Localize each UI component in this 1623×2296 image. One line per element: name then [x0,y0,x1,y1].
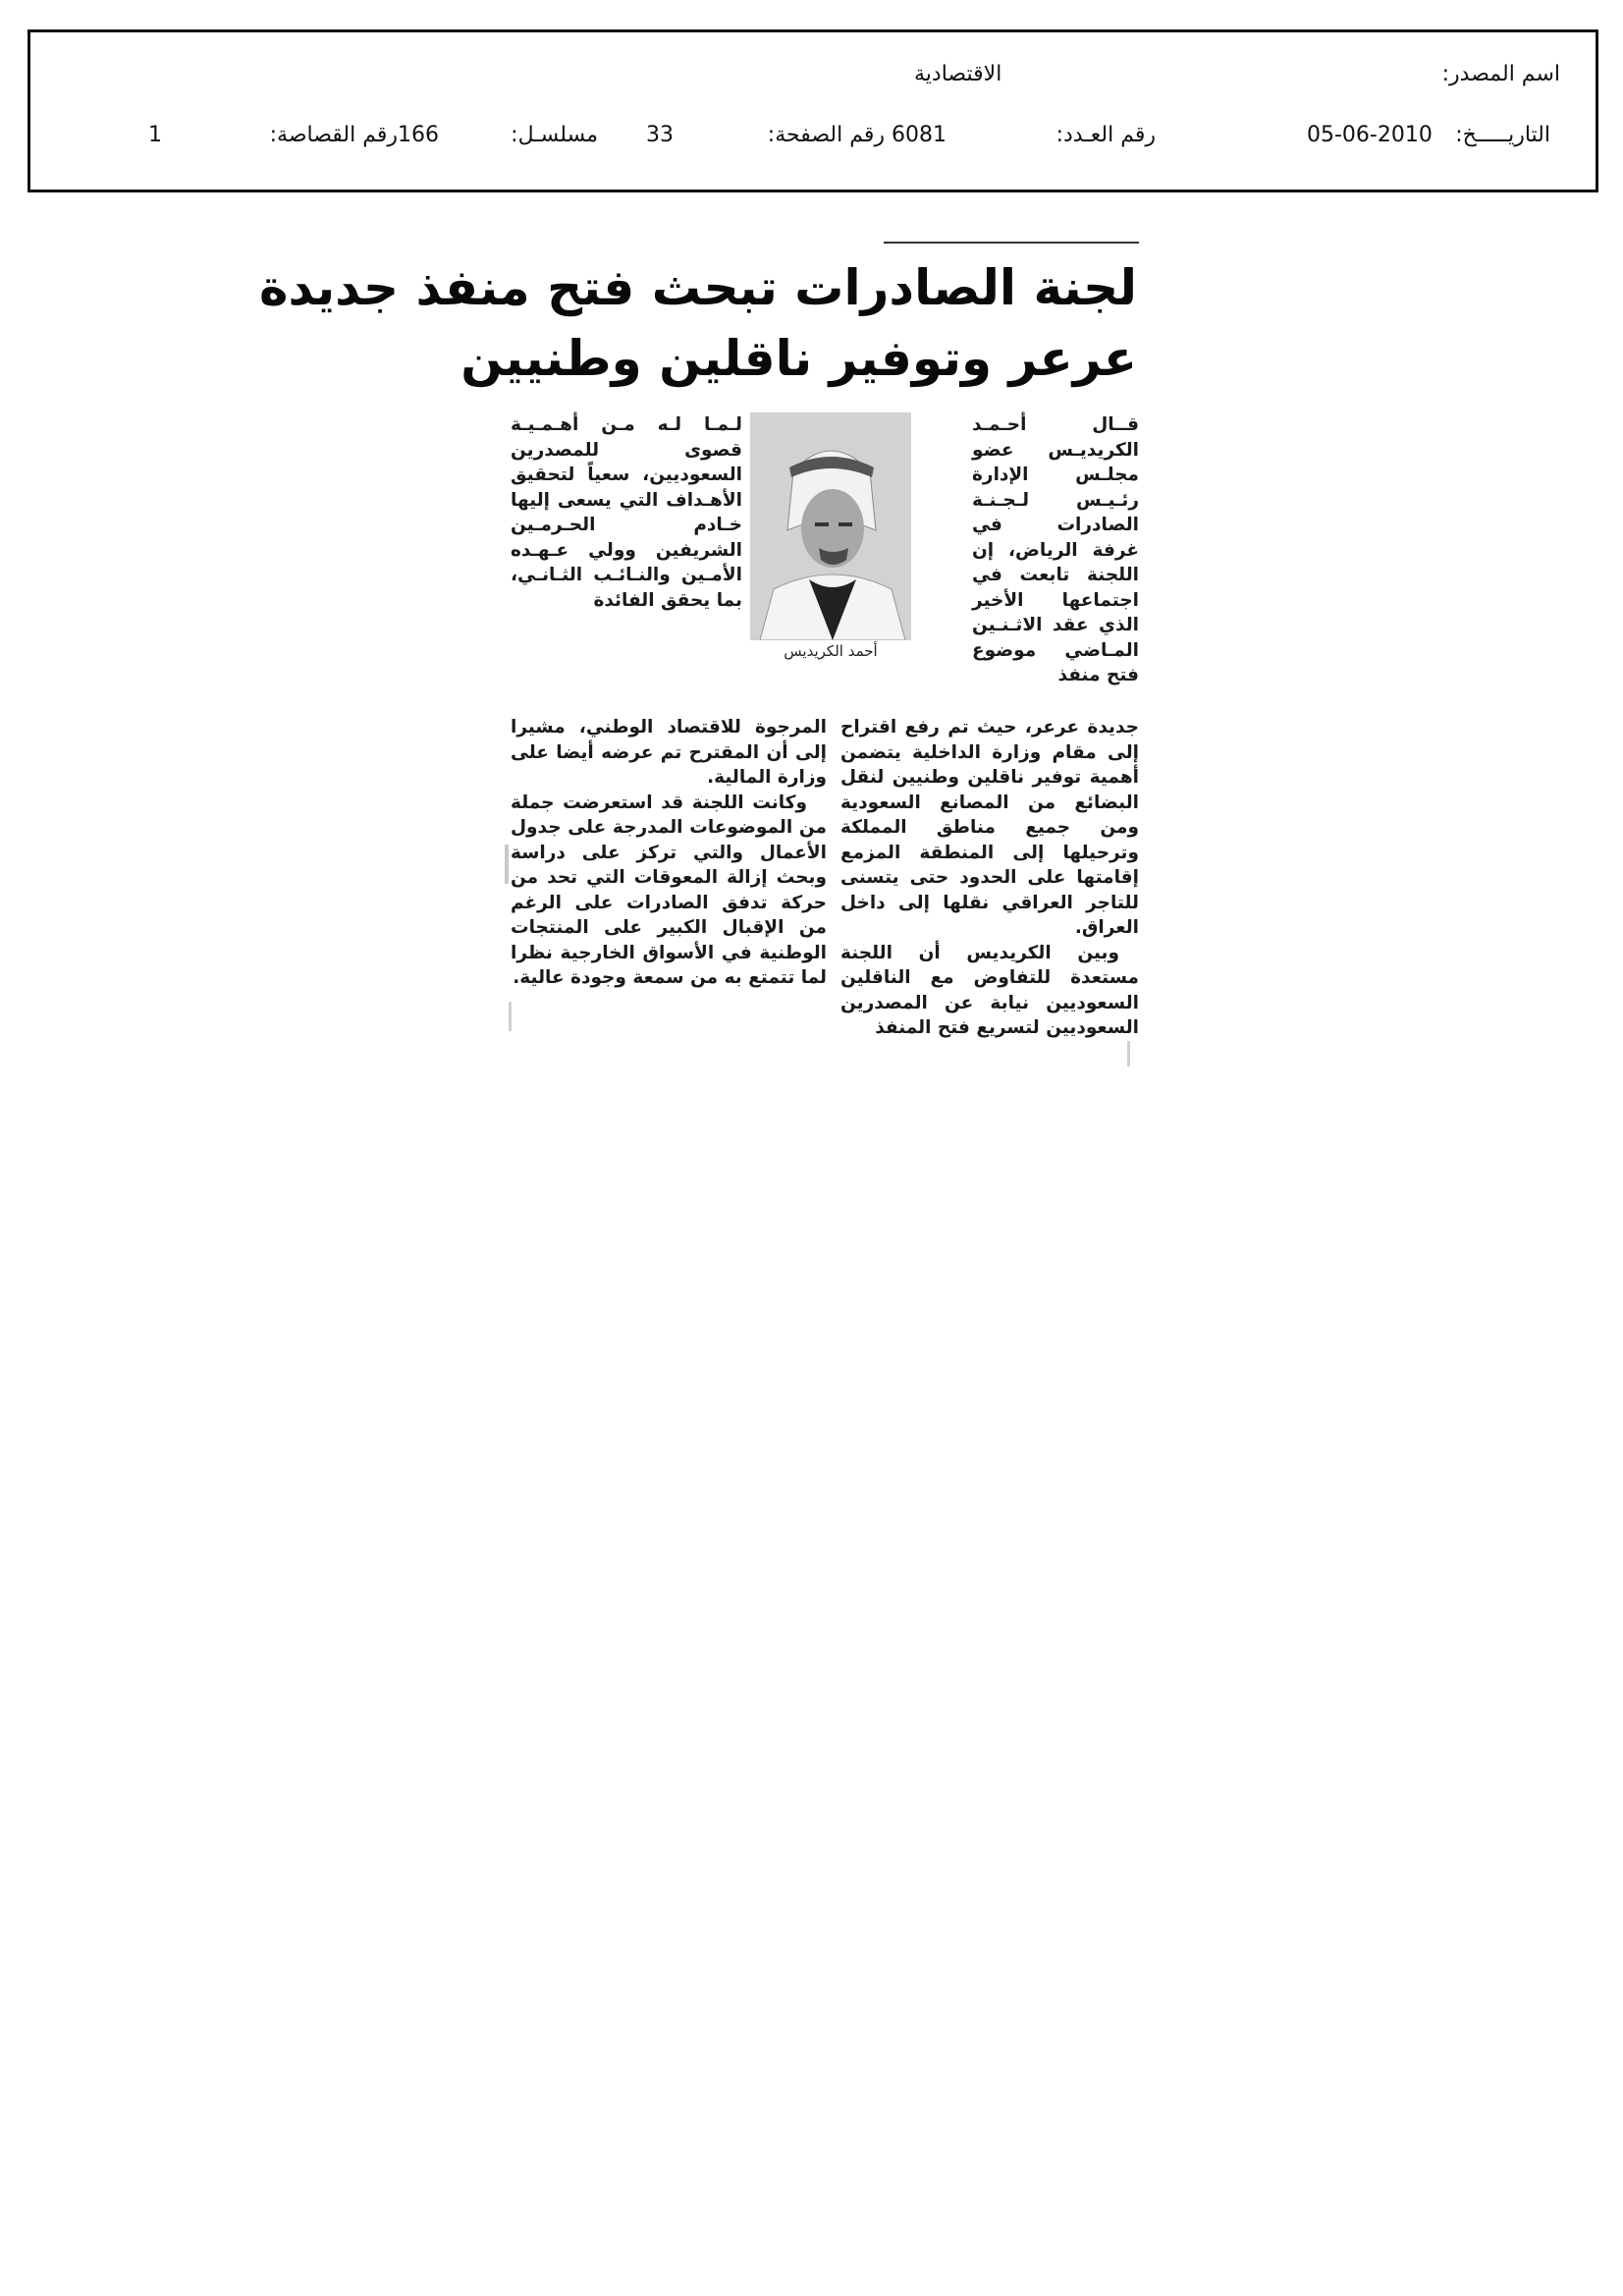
date-label: التاريـــــخ: [1455,123,1550,147]
scan-artifact [509,1002,512,1031]
left-column-top [511,412,742,613]
issue-value: 6081 [892,123,947,147]
scan-artifact [505,845,509,884]
right-column-bottom [840,715,1139,1041]
right-column-bottom-text: جديدة عرعر، حيث تم رفع اقتراح إلى مقام وزارة الداخلية يتضمن أهمية توفير ناقلين وطنيين لنقل البضائع من المصانع السعودية ومن جميع مناطق المملكة وترحيلها إلى المنطقة المزمع إقامتها على الحدود حتى يتسنى للتاجر العراقي نقلها إلى داخل العراق. [840,717,1139,938]
serial-value: 166 [398,123,439,147]
page-value: 33 [646,123,674,147]
portrait-photo [750,412,911,640]
clip-label: رقم القصاصة: [269,123,398,147]
photo-caption: أحمد الكريديس [784,642,878,660]
issue-label: رقم العـدد: [1055,123,1156,147]
headline-line-2: عرعر وتوفير ناقلين وطنيين [460,330,1137,387]
top-rule [884,242,1139,244]
clipping-header-box [27,29,1598,192]
right-column-top [972,412,1139,688]
left-column-bottom-text: المرجوة للاقتصاد الوطني، مشيرا إلى أن المقترح تم عرضه أيضا على وزارة المالية. [511,717,827,788]
serial-label: مسلسـل: [511,123,598,147]
left-column-para2: وكانت اللجنة قد استعرضت جملة من الموضوعات المدرجة على جدول الأعمال والتي تركز على دراسة وبحث إزالة المعوقات التي تحد من حركة تدفق الصادرات على الرغم من الإقبال الكبير على المنتجات الوطنية في الأسواق الخارجية نظرا لما تتمتع به من سمعة وجودة عالية. [511,792,827,988]
right-column-top-text: قــال أحـمـد الكريديـس عضو مجلـس الإدارة رئـيـس لـجـنـة الصادرات في غرفة الرياض، إن اللجنة تابعت في اجتماعها الأخير الذي عقد الاثـنـين المـاضي موضوع فتح منفذ [972,414,1139,685]
clip-value: 1 [148,123,162,147]
headline-line-1: لجنة الصادرات تبحث فتح منفذ جديدة [258,259,1137,316]
left-column-bottom [511,715,827,991]
date-value: 05-06-2010 [1307,123,1433,147]
portrait-image [750,412,911,640]
page-label: رقم الصفحة: [767,123,885,147]
scan-artifact [1127,1041,1130,1066]
source-label: اسم المصدر: [1441,62,1560,86]
newspaper-article [258,236,1139,1100]
right-column-para2: وبين الكريديس أن اللجنة مستعدة للتفاوض مع الناقلين السعوديين نيابة عن المصدرين السعوديين لتسريع فتح المنفذ [840,942,1139,1038]
left-column-top-text: لـمـا لـه مـن أهـمـيـة قصوى للمصدرين السعوديين، سعياً لتحقيق الأهـداف التي يسعى إليها خـادم الحـرمـين الشريفين وولي عـهـده الأمـين والنـائـب الثـانـي، بما يحقق الفائدة [511,414,742,611]
source-value: الاقتصادية [914,62,1002,86]
